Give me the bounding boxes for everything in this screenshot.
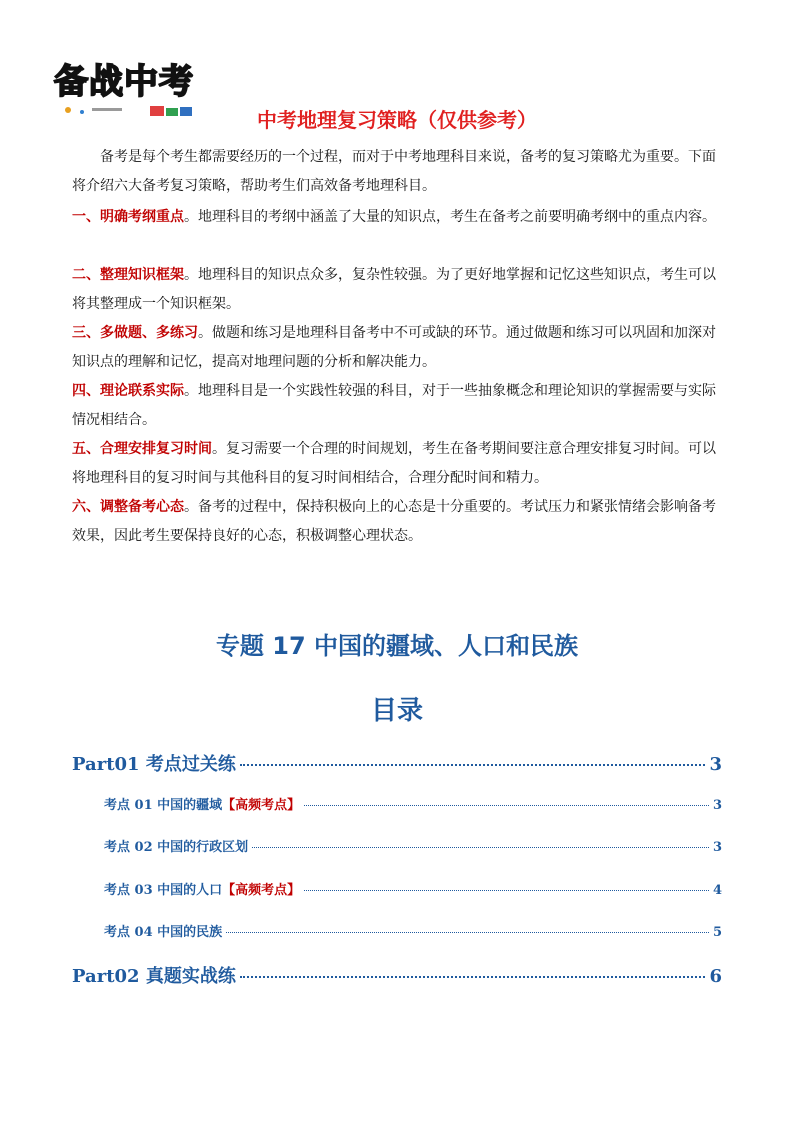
item-key: 多做题、多练习 <box>100 325 198 341</box>
logo-text: 备战中考 <box>54 62 194 102</box>
toc-leader <box>240 764 706 766</box>
toc-leader <box>240 976 706 978</box>
item-key: 调整备考心态 <box>100 499 184 515</box>
strategy-item-1 <box>72 203 724 232</box>
strategy-item-3 <box>72 319 724 377</box>
item-key: 整理知识框架 <box>100 267 184 283</box>
toc-page-number: 4 <box>712 883 722 898</box>
strategy-intro: 备考是每个考生都需要经历的一个过程，而对于中考地理科目来说，备考的复习策略尤为重要。下面将介绍六大备考复习策略，帮助考生们高效备考地理科目。 <box>72 149 716 194</box>
toc-entry-kaodian-03[interactable] <box>104 879 722 898</box>
item-text: 。做题和练习是地理科目备考中不可或缺的环节。通过做题和练习可以巩固和加深对知识点的理解和记忆，提高对地理问题的分析和解决能力。 <box>72 325 716 370</box>
toc-leader <box>304 890 709 891</box>
toc-page-number: 3 <box>709 754 722 775</box>
strategy-item-4 <box>72 377 724 435</box>
toc-entry-kaodian-02[interactable] <box>104 836 722 855</box>
toc-page-number: 3 <box>712 798 722 813</box>
toc-leader <box>252 847 709 848</box>
item-number: 四、 <box>72 383 100 399</box>
toc-entry-kaodian-04[interactable] <box>104 921 722 940</box>
toc-page-number: 6 <box>709 966 722 987</box>
strategy-item-2 <box>72 261 724 319</box>
toc-label: Part02 真题实战练 <box>72 966 236 987</box>
toc-entry-part02[interactable] <box>72 962 722 988</box>
item-text: 。地理科目的考纲中涵盖了大量的知识点，考生在备考之前要明确考纲中的重点内容。 <box>184 209 716 225</box>
hot-tag: 【高频考点】 <box>222 798 301 813</box>
toc-entry-part01[interactable] <box>72 750 722 776</box>
strategy-title: 中考地理复习策略（仅供参考） <box>257 108 537 132</box>
item-text: 。复习需要一个合理的时间规划，考生在备考期间要注意合理安排复习时间。可以将地理科目的复习时间与其他科目的复习时间相结合，合理分配时间和精力。 <box>72 441 716 486</box>
toc-label: 考点 03 中国的人口【高频考点】 <box>104 883 301 898</box>
item-number: 二、 <box>72 267 100 283</box>
item-key: 理论联系实际 <box>100 383 184 399</box>
item-text: 。地理科目是一个实践性较强的科目，对于一些抽象概念和理论知识的掌握需要与实际情况相结合。 <box>72 383 716 428</box>
item-key: 明确考纲重点 <box>100 209 184 225</box>
toc-label: Part01 考点过关练 <box>72 754 236 775</box>
item-number: 三、 <box>72 325 100 341</box>
hot-tag: 【高频考点】 <box>222 883 301 898</box>
toc-page-number: 3 <box>712 840 722 855</box>
toc-label: 考点 01 中国的疆域【高频考点】 <box>104 798 301 813</box>
topic-title: 专题 17 中国的疆域、人口和民族 <box>215 632 579 660</box>
toc-title: 目录 <box>370 696 423 726</box>
item-text: 。地理科目的知识点众多，复杂性较强。为了更好地掌握和记忆这些知识点，考生可以将其整理成一个知识框架。 <box>72 267 716 312</box>
item-number: 一、 <box>72 209 100 225</box>
strategy-item-6 <box>72 493 724 551</box>
item-number: 五、 <box>72 441 100 457</box>
strategy-item-5 <box>72 435 724 493</box>
item-key: 合理安排复习时间 <box>100 441 212 457</box>
toc-label: 考点 04 中国的民族 <box>104 925 223 940</box>
item-text: 。备考的过程中，保持积极向上的心态是十分重要的。考试压力和紧张情绪会影响备考效果，因此考生要保持良好的心态，积极调整心理状态。 <box>72 499 716 544</box>
toc-page-number: 5 <box>712 925 722 940</box>
toc-leader <box>304 805 709 806</box>
item-number: 六、 <box>72 499 100 515</box>
toc-entry-kaodian-01[interactable] <box>104 794 722 813</box>
toc-leader <box>226 932 709 933</box>
toc-label: 考点 02 中国的行政区划 <box>104 840 249 855</box>
